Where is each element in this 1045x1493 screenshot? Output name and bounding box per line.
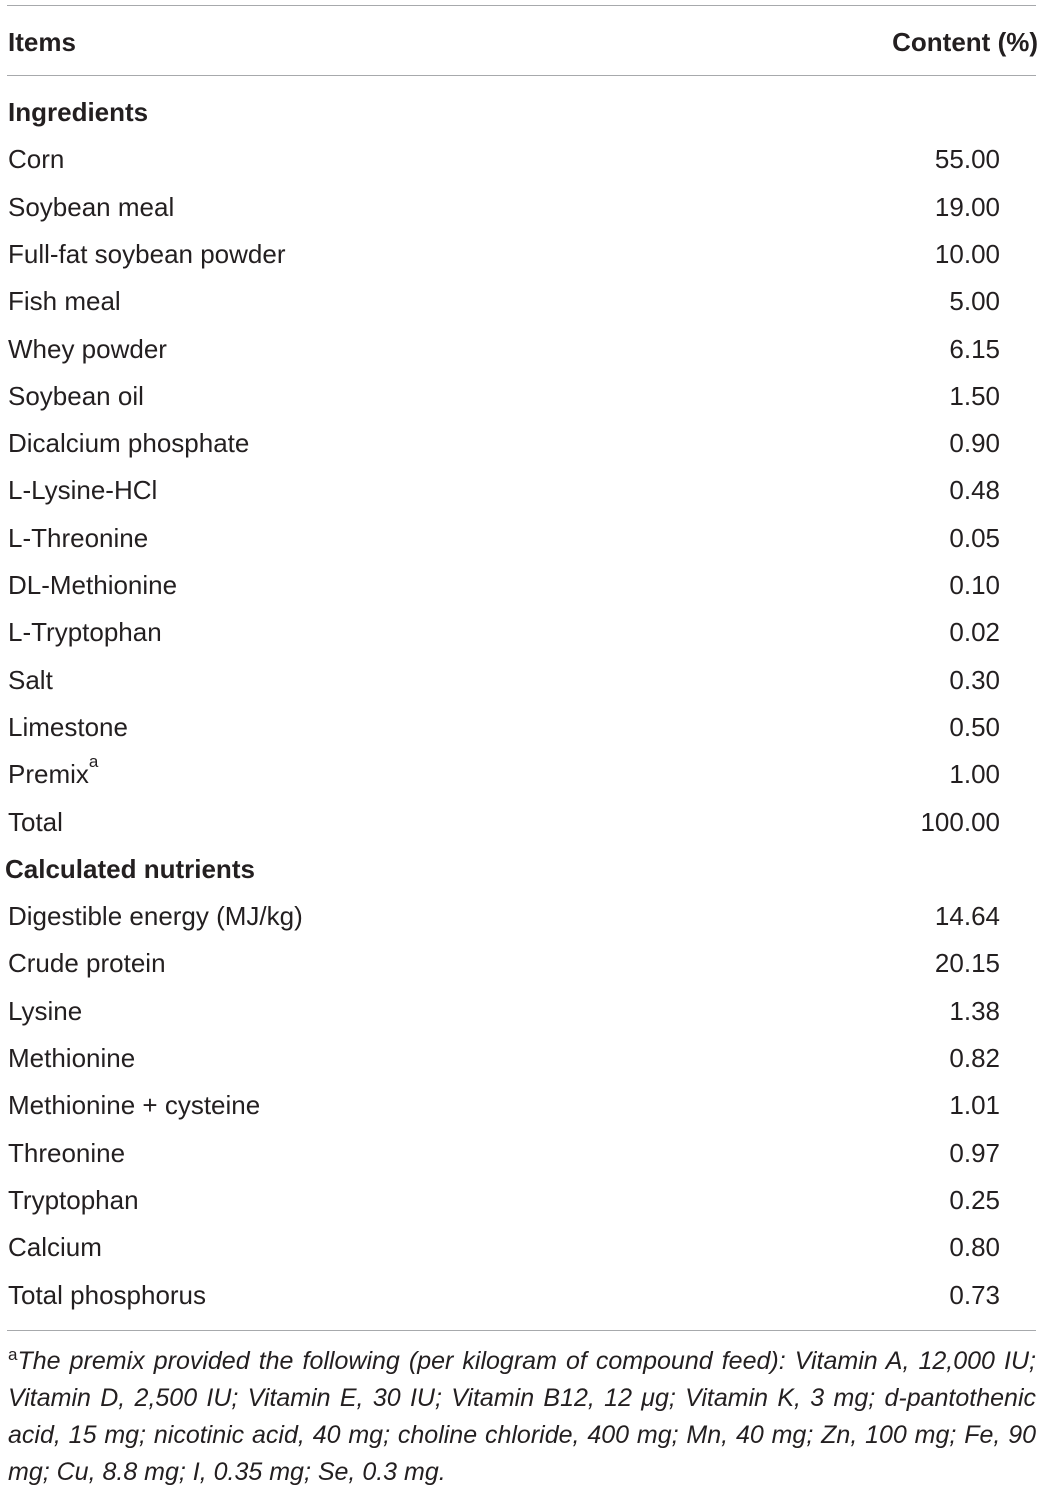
row-value: 0.05	[949, 522, 1000, 553]
row-label	[8, 1133, 125, 1173]
row-label-text: Corn	[8, 144, 65, 175]
row-label-text: Total phosphorus	[8, 1279, 207, 1310]
row-value: 1.00	[949, 759, 1000, 790]
section-title: Calculated nutrients	[5, 853, 255, 884]
row-label	[8, 376, 144, 416]
table-row	[8, 1133, 1000, 1173]
section-heading	[5, 849, 997, 889]
row-value: 0.82	[949, 1043, 1000, 1073]
row-label-text: Dicalcium phosphate	[8, 428, 250, 459]
row-label-text: Methionine + cysteine	[8, 1090, 261, 1121]
header-items: Items	[8, 27, 76, 57]
table-header-rule	[7, 75, 1036, 76]
table-row	[8, 281, 1000, 321]
table-row	[8, 234, 1000, 274]
row-value: 0.90	[949, 428, 1000, 459]
table-header	[8, 22, 1038, 62]
row-label-text: Methionine	[8, 1043, 136, 1073]
table-row	[8, 802, 1000, 842]
row-label-text: Calcium	[8, 1232, 102, 1263]
row-label	[8, 518, 148, 558]
row-value: 0.73	[949, 1279, 1000, 1310]
row-label	[8, 234, 285, 274]
table-row	[8, 754, 1000, 794]
table-row	[8, 1085, 1000, 1125]
row-value: 0.30	[949, 664, 1000, 695]
row-label-text: Salt	[8, 664, 53, 695]
table-row	[8, 707, 1000, 747]
row-label	[8, 1038, 135, 1078]
row-label-text: Fish meal	[8, 286, 121, 317]
row-label-text: DL-Methionine	[8, 570, 178, 600]
row-label	[8, 470, 157, 510]
row-label	[8, 1275, 206, 1315]
row-label	[8, 423, 249, 463]
row-label-text: Whey powder	[8, 333, 167, 364]
table-row	[8, 991, 1000, 1031]
row-label	[8, 1085, 260, 1125]
row-label-text: L-Threonine	[8, 522, 149, 553]
table-row	[8, 187, 1000, 227]
row-value: 14.64	[934, 901, 1000, 932]
row-value: 1.01	[949, 1090, 1000, 1121]
table-row	[8, 518, 1000, 558]
table-row	[8, 1038, 1000, 1078]
row-label	[8, 1180, 139, 1220]
table-row	[8, 1227, 1000, 1267]
row-label	[8, 187, 174, 227]
table-row	[8, 896, 1000, 936]
table-row	[8, 139, 1000, 179]
section-title: Ingredients	[8, 97, 149, 127]
row-label-text: Soybean oil	[8, 380, 144, 411]
row-value: 20.15	[934, 948, 1000, 979]
row-label-text: L-Lysine-HCl	[8, 475, 158, 506]
row-label-text: Tryptophan	[8, 1184, 139, 1215]
table-row	[8, 565, 1000, 605]
row-label-text: Limestone	[8, 711, 128, 742]
row-label-text: Lysine	[8, 995, 83, 1026]
header-content: Content (%)	[892, 27, 1038, 57]
row-value: 0.50	[949, 711, 1000, 742]
row-label-text: L-Tryptophan	[8, 617, 162, 648]
row-label	[8, 754, 98, 794]
table-row	[8, 943, 1000, 983]
table-row	[8, 423, 1000, 463]
row-value: 1.38	[949, 995, 1000, 1026]
row-label	[8, 612, 162, 652]
row-value: 0.80	[949, 1232, 1000, 1263]
row-label	[8, 896, 303, 936]
table-bottom-rule	[7, 1330, 1036, 1331]
row-value: 5.00	[949, 286, 1000, 317]
row-label	[8, 281, 121, 321]
row-value: 0.48	[949, 475, 1000, 506]
table-footnote	[8, 1343, 1036, 1491]
table-row	[8, 470, 1000, 510]
footnote-mark: a	[8, 1345, 18, 1364]
row-value: 0.25	[949, 1184, 1000, 1215]
row-label	[8, 660, 53, 700]
table-row	[8, 612, 1000, 652]
row-value: 0.10	[949, 570, 1000, 600]
row-value: 55.00	[934, 144, 1000, 175]
row-label	[8, 139, 64, 179]
row-label-text: Total	[8, 806, 63, 837]
footnote-text: The premix provided the following (per kilogram of compound feed): Vitamin A, 12,000 IU; Vitamin D, 2,500 IU; Vitamin E, 30 IU; Vitamin B12, 12 μg; Vitamin K, 3 mg; d-pantothenic acid, 15 mg; nicotinic acid, 40 mg; choline chloride, 400 mg; Mn, 40 mg; Zn, 100 mg; Fe, 90 mg; Cu, 8.8 mg; I, 0.35 mg; Se, 0.3 mg.	[8, 1347, 1036, 1486]
row-value: 6.15	[949, 333, 1000, 364]
row-label-text: Full-fat soybean powder	[8, 238, 286, 269]
row-label	[8, 802, 63, 842]
row-label	[8, 707, 128, 747]
table-row	[8, 376, 1000, 416]
row-label-text: Premix	[8, 759, 89, 790]
table-row	[8, 1275, 1000, 1315]
row-label	[8, 329, 167, 369]
table-row	[8, 1180, 1000, 1220]
row-label-text: Threonine	[8, 1137, 126, 1168]
row-label	[8, 943, 166, 983]
row-label-text: Crude protein	[8, 948, 166, 979]
row-value: 10.00	[934, 238, 1000, 269]
row-label-text: Soybean meal	[8, 191, 175, 222]
section-heading	[8, 92, 1000, 132]
row-label-text: Digestible energy (MJ/kg)	[8, 901, 303, 932]
row-value: 0.97	[949, 1137, 1000, 1168]
row-value: 1.50	[949, 380, 1000, 411]
table-row	[8, 329, 1000, 369]
row-value: 19.00	[934, 191, 1000, 222]
row-value: 0.02	[949, 617, 1000, 648]
row-value: 100.00	[920, 806, 1000, 837]
row-label	[8, 1227, 102, 1267]
row-label	[8, 565, 177, 605]
row-label	[8, 991, 82, 1031]
table-top-rule	[7, 5, 1036, 6]
footnote-reference: a	[88, 752, 99, 772]
table-row	[8, 660, 1000, 700]
